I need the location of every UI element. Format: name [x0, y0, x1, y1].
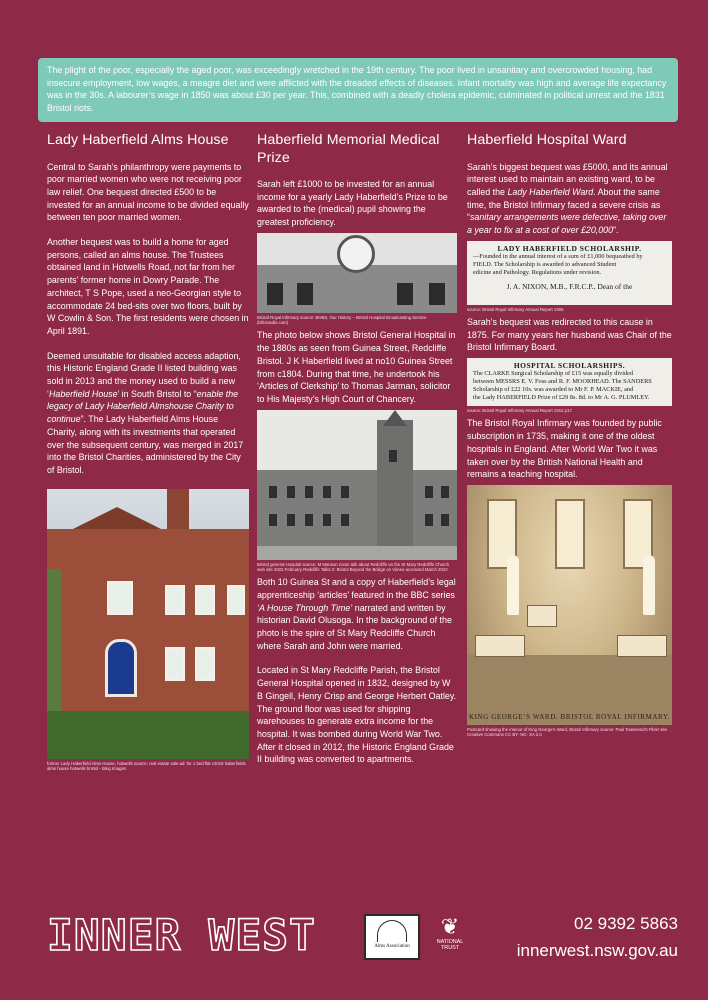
column-medical-prize: [257, 132, 457, 778]
alms-paragraph-2: Another bequest was to build a home for aged persons, called an alms house. The Trustees obtained land in Hotwells Road, not far from her parents’ former home in Dowry Parade. The architect, T S Pope, used a neo-Georgian style to accommodate 24 bed-sits over two floors, built by W Cowlin & Son. The first residents were chosen in April 1891.: [47, 237, 249, 336]
infirmary-photo-caption: Bristol Royal Infirmary source: BHBS, Our History – Bristol Hospital Broadcasting Service (bhbsradio.com): [257, 314, 427, 326]
website-url[interactable]: innerwest.nsw.gov.au: [516, 941, 678, 960]
clipping-2-caption: source: Bristol Royal Infirmary Annual Report 1912 p17: [467, 408, 572, 414]
ward-postcard-title: KING GEORGE’S WARD. BRISTOL ROYAL INFIRMARY.: [468, 712, 671, 721]
ward-postcard-caption: Postcard showing the interior of King George’s Ward, Bristol Infirmary source: Paul Townsend’s Flickr site Creative Commons CC BY- NC- SA 2.0: [467, 726, 667, 738]
heading-hospital-ward: Haberfield Hospital Ward: [467, 132, 627, 148]
clipping-1-caption: source: Bristol Royal Infirmary Annual Report 1906: [467, 306, 564, 312]
heading-medical-prize: Haberfield Memorial Medical Prize: [257, 132, 440, 166]
alms-paragraph-1: Central to Sarah’s philanthropy were payments to poor married women who were not receiving poor law relief. One bequest directed £500 to be invested for an annual income to be divided equally between ten poor married women.: [47, 161, 249, 223]
hospital-scholarships-clipping: HOSPITAL SCHOLARSHIPS. The CLARKE Surgical Scholarship of £15 was equally divided between MESSRS E. V. Foss and R. F. MOORHEAD. The SANDERS Scholarship of £22 10s. was awarded to Mr F. P. MACKIE, and the Lady HABERFIELD Prize of £29 8s. 8d. to Mr A. G. PLUMLEY.: [467, 358, 672, 406]
infirmary-photo: [257, 233, 457, 313]
general-hospital-caption: Bristol general Hospital source: M Manson zoom talk about Redcliffe on the St Mary Redcliffe Church web site 2022 February Redcliffe Talks 2: Bristol Beyond the Bridge on Vimeo accessed March 2022: [257, 561, 450, 572]
inner-west-logo: INNER WEST: [47, 911, 316, 961]
prize-paragraph-1: Sarah left £1000 to be invested for an annual income for a yearly Lady Haberfield’s Prize to be awarded to the (medical) pupil showing the greatest proficiency.: [257, 179, 448, 228]
column-hospital-ward: [467, 132, 672, 742]
oak-leaf-icon: ❦: [440, 914, 460, 939]
ward-postcard-photo: [467, 485, 672, 725]
ward-paragraph-1: Sarah’s biggest bequest was £5000, and its annual interest used to maintain an existing ward, to be called the Lady Haberfield Ward. About the same time, the Bristol Infirmary faced a severe crisis as “sanitary arrangements were defective, taking over a year to fix at a cost of over £20,000”.: [467, 161, 668, 236]
alms-photo-caption: former Lady Haberfield Alms House, hotwells source: real estate sale ad: for 1 bed flat c2015 haberfields alms house hotwells bristol - Bing Images: [47, 760, 246, 771]
alms-association-logo: Alms Association: [364, 914, 420, 960]
intro-banner: The plight of the poor, especially the aged poor, was exceedingly wretched in the 19th century. The poor lived in unsanitary and overcrowded housing, had insecure employment, low wages, a meagre diet and were afflicted with the dreaded effects of diseases. Infant mortality was high and average life expectancy was in the 30s. A labourer’s wage in 1850 was about £30 per year. This, combined with a deadly cholera epidemic, culminated in political unrest and the 1831 Bristol riots.: [38, 58, 678, 122]
alms-paragraph-3: Deemed unsuitable for disabled access adaption, this Historic England Grade II listed building was sold in 2013 and the money used to build a new ‘Haberfield House’ in South Bristol to “enable the legacy of Lady Haberfield Almshouse Charity to continue”. The Lady Haberfield Alms House Charity, along with its investments that operated over the subsequent century, was merged in 2017 into the Bristol Charities, administered by the City of Bristol.: [47, 350, 244, 475]
national-trust-logo: ❦ NATIONAL TRUST: [433, 915, 467, 963]
column-alms-house: [47, 132, 249, 775]
prize-paragraph-3: Both 10 Guinea St and a copy of Haberfield’s legal apprenticeship ‘articles’ featured in the BBC series ‘A House Through Time’ narrated and written by historian David Olusoga. In the background of the photo is the spire of St Mary Redcliffe Church where Sarah and John were married.: [257, 577, 456, 651]
alms-house-photo: [47, 489, 249, 759]
general-hospital-photo: [257, 410, 457, 560]
heading-alms-house: Lady Haberfield Alms House: [47, 132, 229, 148]
prize-paragraph-4: Located in St Mary Redcliffe Parish, the Bristol General Hospital opened in 1832, designed by W B Gingell, Henry Crisp and George Herbert Oatley. The ground floor was used for shipping warehouses to generate extra income for the hospital. It was bombed during World War Two. After it closed in 2012, the Historic England Grade II building was converted to apartments.: [257, 665, 457, 765]
phone-number: 02 9392 5863: [574, 914, 678, 933]
scholarship-clipping: LADY HABERFIELD SCHOLARSHIP. —Founded in the annual interest of a sum of £1,000 bequeathed by FIELD. The Scholarship is awarded to advanced Student edicine and Pathology. Regulations under revision. J. A. NIXON, M.B., F.R.C.P., Dean of the: [467, 241, 672, 305]
prize-paragraph-2: The photo below shows Bristol General Hospital in the 1880s as seen from Guinea Street, Redcliffe Bristol. J K Haberfield lived at no10 Guinea Street from c1804. During that time, he undertook his ‘Articles of Clerkship’ to Thomas Jarman, solicitor to His Majesty’s High Court of Chancery.: [257, 330, 456, 404]
ward-paragraph-3: The Bristol Royal Infirmary was founded by public subscription in 1735, making it one of the oldest hospitals in England. After World War Two it was taken over by the British National Health and remains a teaching hospital.: [467, 418, 662, 480]
ward-paragraph-2: Sarah’s bequest was redirected to this cause in 1875. For many years her husband was Chair of the Bristol Infirmary Board.: [467, 317, 672, 353]
